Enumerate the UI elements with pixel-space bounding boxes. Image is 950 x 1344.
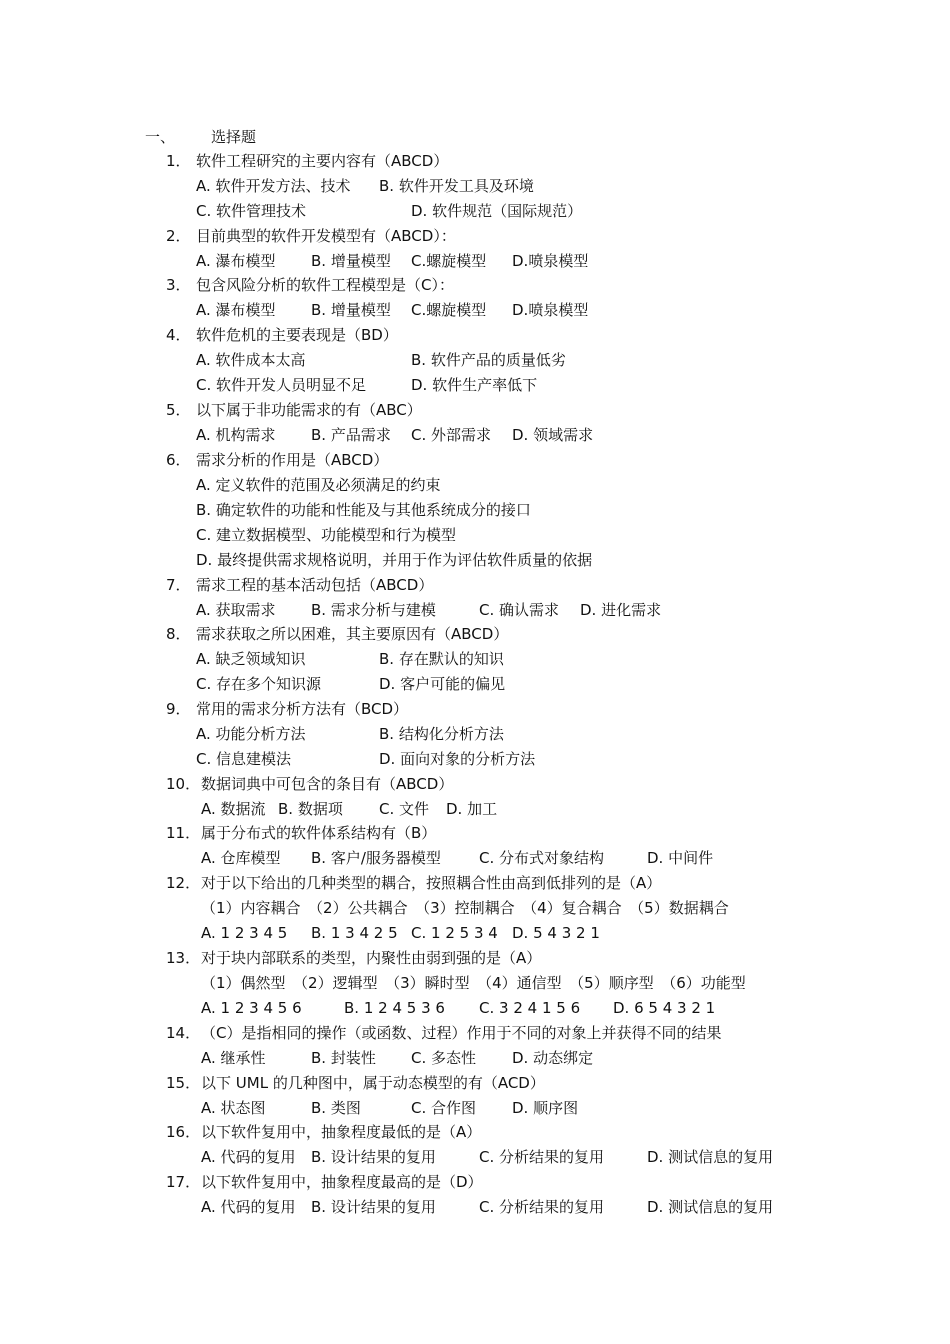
- option-d: D. 中间件: [647, 849, 714, 867]
- question-stem: [166, 1171, 483, 1193]
- option-b: B. 1 3 4 2 5: [311, 924, 398, 942]
- option-c: C. 确认需求: [479, 601, 560, 619]
- question-number: 14．: [166, 1024, 201, 1042]
- question-text: 软件工程研究的主要内容有（ABCD）: [196, 152, 449, 170]
- question-stem: [166, 1072, 545, 1094]
- option-c: C. 多态性: [411, 1049, 477, 1067]
- option-a: A. 仓库模型: [201, 849, 281, 867]
- option-b: B. 类图: [311, 1099, 361, 1117]
- option-a: A. 1 2 3 4 5: [201, 924, 288, 942]
- question-text: 需求获取之所以困难，其主要原因有（ABCD）: [196, 625, 509, 643]
- option-c: C.螺旋模型: [411, 252, 487, 270]
- option-c: C. 信息建模法: [196, 750, 292, 768]
- option-d: D. 领域需求: [512, 426, 594, 444]
- question-text: 对于以下给出的几种类型的耦合，按照耦合性由高到低排列的是（A）: [201, 874, 662, 892]
- option-c: C. 3 2 4 1 5 6: [479, 999, 581, 1017]
- option-d: D. 面向对象的分析方法: [379, 750, 536, 768]
- option-c: C.螺旋模型: [411, 301, 487, 319]
- option-b: B. 数据项: [278, 800, 343, 818]
- option-c: C. 软件开发人员明显不足: [196, 376, 367, 394]
- option-b: B. 需求分析与建模: [311, 601, 436, 619]
- option-c: C. 合作图: [411, 1099, 477, 1117]
- question-text: 以下软件复用中，抽象程度最低的是（A）: [201, 1123, 482, 1141]
- question-stem: [166, 225, 456, 247]
- option-b: B. 结构化分析方法: [379, 725, 504, 743]
- question-number: 16．: [166, 1123, 201, 1141]
- section-heading: [145, 126, 256, 148]
- option-c: C. 建立数据模型、功能模型和行为模型: [196, 526, 457, 544]
- option-c: C. 分析结果的复用: [479, 1198, 605, 1216]
- option-a: A. 缺乏领域知识: [196, 650, 306, 668]
- option-b: B. 存在默认的知识: [379, 650, 504, 668]
- question-number: 12．: [166, 874, 201, 892]
- option-a: A. 继承性: [201, 1049, 266, 1067]
- question-stem: [166, 822, 436, 844]
- option-d: D. 5 4 3 2 1: [512, 924, 600, 942]
- option-c: C. 1 2 5 3 4: [411, 924, 498, 942]
- option-b: B. 增量模型: [311, 252, 391, 270]
- question-sub-items: （1）内容耦合 （2）公共耦合 （3）控制耦合 （4）复合耦合 （5）数据耦合: [201, 899, 729, 917]
- option-a: A. 定义软件的范围及必须满足的约束: [196, 476, 441, 494]
- question-stem: [166, 1121, 481, 1143]
- question-stem: [166, 947, 541, 969]
- question-text: 以下属于非功能需求的有（ABC）: [196, 401, 422, 419]
- question-text: 需求工程的基本活动包括（ABCD）: [196, 576, 434, 594]
- option-c: C. 分析结果的复用: [479, 1148, 605, 1166]
- question-stem: [166, 773, 453, 795]
- question-text: 目前典型的软件开发模型有（ABCD）：: [196, 227, 456, 245]
- question-number: 9．: [166, 700, 191, 718]
- question-text: 以下软件复用中，抽象程度最高的是（D）: [201, 1173, 483, 1191]
- option-a: A. 代码的复用: [201, 1148, 296, 1166]
- question-number: 10．: [166, 775, 201, 793]
- option-d: D. 6 5 4 3 2 1: [613, 999, 716, 1017]
- question-stem: [166, 449, 388, 471]
- question-number: 11．: [166, 824, 201, 842]
- question-number: 13．: [166, 949, 201, 967]
- option-d: D. 客户可能的偏见: [379, 675, 506, 693]
- option-b: B. 封装性: [311, 1049, 376, 1067]
- option-d: D. 进化需求: [580, 601, 662, 619]
- question-number: 17．: [166, 1173, 201, 1191]
- question-stem: [166, 872, 661, 894]
- question-number: 7．: [166, 576, 191, 594]
- option-a: A. 软件开发方法、技术: [196, 177, 351, 195]
- section-title: 选择题: [211, 128, 257, 146]
- option-b: B. 1 2 4 5 3 6: [344, 999, 445, 1017]
- question-stem: [166, 698, 408, 720]
- option-c: C. 外部需求: [411, 426, 492, 444]
- question-text: 对于块内部联系的类型，内聚性由弱到强的是（A）: [201, 949, 542, 967]
- option-d: D. 最终提供需求规格说明，并用于作为评估软件质量的依据: [196, 551, 593, 569]
- option-d: D. 动态绑定: [512, 1049, 594, 1067]
- question-text: 常用的需求分析方法有（BCD）: [196, 700, 409, 718]
- question-number: 15．: [166, 1074, 201, 1092]
- option-c: C. 文件: [379, 800, 430, 818]
- question-stem: [166, 274, 454, 296]
- question-text: 数据词典中可包含的条目有（ABCD）: [201, 775, 454, 793]
- question-text: 包含风险分析的软件工程模型是（C）：: [196, 276, 454, 294]
- option-b: B. 客户/服务器模型: [311, 849, 441, 867]
- question-number: 1．: [166, 152, 191, 170]
- option-a: A. 数据流: [201, 800, 266, 818]
- option-c: C. 分布式对象结构: [479, 849, 605, 867]
- option-a: A. 获取需求: [196, 601, 276, 619]
- question-number: 3．: [166, 276, 191, 294]
- question-text: 需求分析的作用是（ABCD）: [196, 451, 389, 469]
- question-stem: [166, 324, 398, 346]
- question-number: 8．: [166, 625, 191, 643]
- question-stem: [166, 1022, 721, 1044]
- option-d: D. 测试信息的复用: [647, 1148, 774, 1166]
- option-a: A. 功能分析方法: [196, 725, 306, 743]
- option-a: A. 瀑布模型: [196, 301, 276, 319]
- question-stem: [166, 150, 448, 172]
- option-b: B. 软件开发工具及环境: [379, 177, 534, 195]
- question-text: 属于分布式的软件体系结构有（B）: [201, 824, 437, 842]
- option-a: A. 瀑布模型: [196, 252, 276, 270]
- option-c: C. 存在多个知识源: [196, 675, 322, 693]
- option-a: A. 软件成本太高: [196, 351, 306, 369]
- question-sub-items: （1）偶然型 （2）逻辑型 （3）瞬时型 （4）通信型 （5）顺序型 （6）功能型: [201, 974, 746, 992]
- option-a: A. 机构需求: [196, 426, 276, 444]
- option-d: D. 软件规范（国际规范）: [411, 202, 583, 220]
- option-d: D. 测试信息的复用: [647, 1198, 774, 1216]
- option-b: B. 设计结果的复用: [311, 1198, 436, 1216]
- option-a: A. 1 2 3 4 5 6: [201, 999, 302, 1017]
- option-d: D.喷泉模型: [512, 301, 589, 319]
- option-a: A. 代码的复用: [201, 1198, 296, 1216]
- option-d: D. 软件生产率低下: [411, 376, 538, 394]
- option-b: B. 增量模型: [311, 301, 391, 319]
- question-number: 5．: [166, 401, 191, 419]
- option-d: D. 加工: [446, 800, 498, 818]
- option-d: D.喷泉模型: [512, 252, 589, 270]
- question-text: 软件危机的主要表现是（BD）: [196, 326, 398, 344]
- section-number: 一、: [145, 128, 176, 146]
- question-stem: [166, 574, 433, 596]
- question-number: 6．: [166, 451, 191, 469]
- question-stem: [166, 623, 508, 645]
- question-number: 4．: [166, 326, 191, 344]
- option-b: B. 软件产品的质量低劣: [411, 351, 566, 369]
- question-stem: [166, 399, 422, 421]
- question-number: 2．: [166, 227, 191, 245]
- option-b: B. 确定软件的功能和性能及与其他系统成分的接口: [196, 501, 531, 519]
- option-c: C. 软件管理技术: [196, 202, 307, 220]
- question-text: （C）是指相同的操作（或函数、过程）作用于不同的对象上并获得不同的结果: [201, 1024, 722, 1042]
- option-d: D. 顺序图: [512, 1099, 579, 1117]
- option-b: B. 设计结果的复用: [311, 1148, 436, 1166]
- option-b: B. 产品需求: [311, 426, 391, 444]
- option-a: A. 状态图: [201, 1099, 266, 1117]
- question-text: 以下 UML 的几种图中，属于动态模型的有（ACD）: [201, 1074, 545, 1092]
